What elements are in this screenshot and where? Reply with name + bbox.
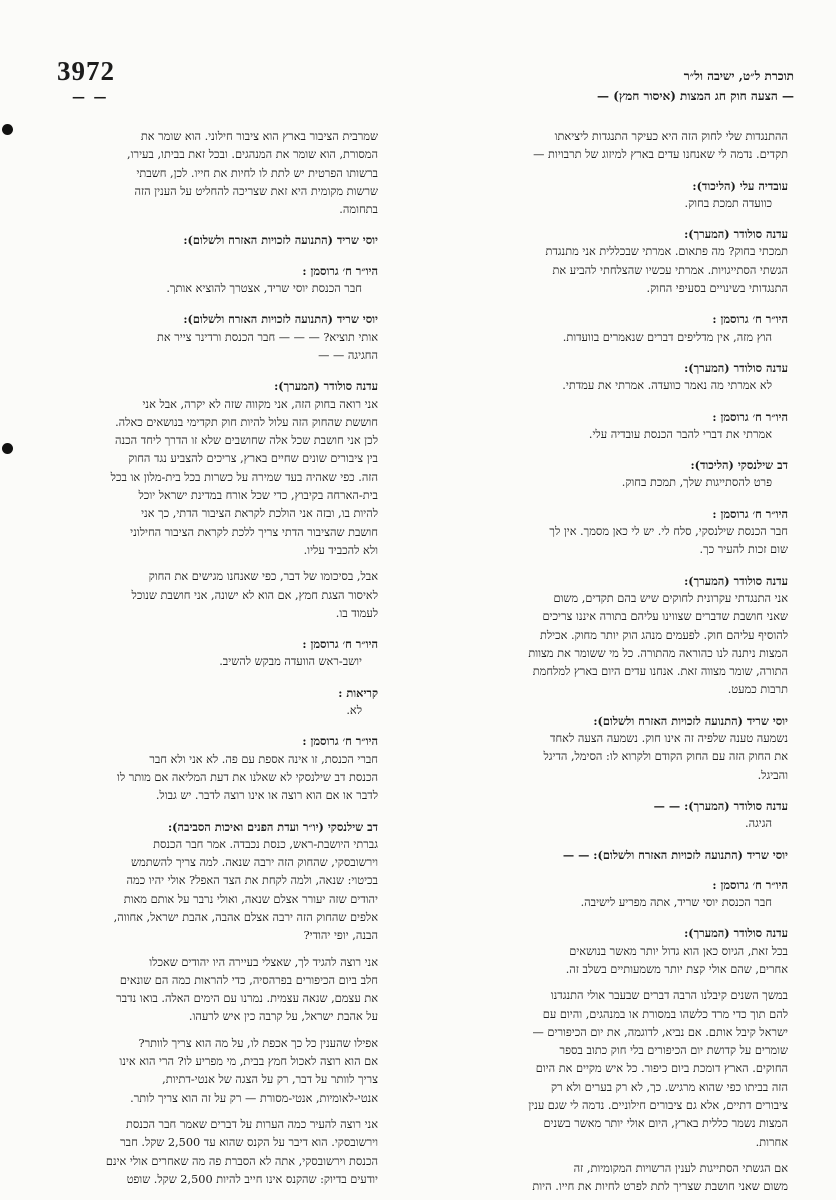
text-line: לכן אני חושבת שכל אלה שחושבים שלא זו הדרך ליחד הכנה [114, 434, 378, 448]
speaker-name: עדנה סולודר [733, 926, 788, 941]
text-line: שום זכות להעיר כך. [699, 543, 788, 557]
text-line: לדבר או אם הוא רוצה או אינו רוצה לדבר. יש גבול. [155, 789, 378, 803]
speaker-affiliation: (המערך): [684, 360, 730, 375]
text-line: פרט להסתייגות שלך, תמכת בחוק. [621, 476, 772, 490]
running-head [294, 66, 794, 106]
paragraph-gap [42, 1108, 378, 1116]
running-head-line2: — הצעה חוק חג המצות (איסור חמץ) — [597, 89, 794, 103]
speaker-affiliation: (התנועה לזכויות האזרח ולשלום): — — [562, 847, 743, 862]
text-line: בית-הארחה בקיבוץ, כדי שכל אורח במדינת ישראל יוכל [138, 489, 378, 503]
text-line: תרבות כמעט. [727, 683, 788, 697]
speaker-heading [452, 359, 788, 377]
speaker-affiliation: (המערך): [684, 227, 730, 242]
speaker-name: יוסי שריד [746, 713, 788, 728]
speaker-name: יוסי שריד [746, 847, 788, 862]
speaker-affiliation: (המערך): [274, 379, 320, 394]
paragraph-gap [42, 1027, 378, 1035]
right-text-column [452, 128, 788, 1197]
text-line: וירשובסקי. הוא דיבר על הקנס שהוא עד 2,500 שקל. חבר [120, 1136, 378, 1150]
speaker-affiliation: : [712, 409, 717, 424]
text-line: נשמעה טענה שלפיה זה אינו חוק. נשמעה הצעה לאחד [550, 732, 788, 746]
text-line: חברי הכנסת, זו אינה אספת עם פה. לא אני ולא חבר [149, 752, 378, 766]
speaker-heading [452, 876, 788, 894]
text-line: המצות נשמר כללית בארץ, היום אולי יותר מאשר בשנים [543, 1117, 788, 1131]
text-line: הזה בביתו כפי שהוא מרגיש. כך, לא רק בערים ולא רק [550, 1080, 788, 1094]
text-line: הכנסת דב שילנסקי לא שאלנו את דעת המליאה אם מותר לו [117, 770, 378, 784]
speaker-affiliation: : [302, 637, 307, 652]
speaker-name: קריאות [346, 685, 378, 700]
text-line: התנגדותי בשינויים בסעיפי החוק. [646, 282, 788, 296]
speaker-heading [452, 924, 788, 942]
text-line: הכנסת וירשובסקי, אתה לא הסברת פה מה שאחרים אולי אינם [105, 1154, 378, 1168]
text-line: אחרות. [755, 1135, 788, 1149]
speaker-heading [452, 505, 788, 523]
text-line: אני רוצה להעיר כמה הערות על דברים שאמר חבר הכנסת [125, 1117, 378, 1131]
text-line: יהודים שזה יעורר אצלם שנאה, ואולי נרבר על אותם מאות [123, 892, 378, 906]
speaker-name: עובדיה עלי [739, 178, 788, 193]
page-number-dashes: — — [72, 90, 109, 105]
text-line: צריך לוותר על דבר, רק על הצגה של אנטי-דתיות, [162, 1073, 378, 1087]
text-line: חבר הכנסת שילנסקי, סלח לי. יש לי כאן מסמך. אין לך [549, 525, 788, 539]
speaker-heading [452, 177, 788, 195]
speaker-heading [42, 377, 378, 395]
text-line: חבר הכנסת יוסי שריד, אתה מפריע לישיבה. [580, 896, 772, 910]
speaker-heading [42, 310, 378, 328]
speaker-affiliation: (הליכוד): [692, 178, 736, 193]
speaker-name: דב שילנסקי [327, 819, 378, 834]
speaker-name: עדנה סולודר [733, 227, 788, 242]
text-line: המצות ניתנה לנו כהוראה מהתורה. כל מי ששומר את מצוות [528, 646, 788, 660]
speaker-heading [42, 262, 378, 280]
text-line: אבל, בסיכומו של דבר, כפי שאנחנו מגישים את החוק [148, 570, 378, 584]
speaker-heading [42, 231, 378, 249]
text-line: בכיטוי: שנאה, ולמה לקחת את הצד האפל? אולי יהיו כמה [126, 874, 378, 888]
text-line: לא. [346, 704, 362, 718]
text-line: וירשובסקי, שהחוק הזה ירבה שנאה. למה צריך להשתמש [131, 856, 378, 870]
text-line: ההתנגדות שלי לחוק הזה היא כעיקר התנגדות ליציאתו [554, 130, 788, 143]
speaker-name: עדנה סולודר [323, 379, 378, 394]
speaker-affiliation: (המערך): [684, 926, 730, 941]
text-line: שרשות מקומית היא זאת שצריכה להחליט על הענין הזה [134, 184, 378, 198]
text-line: משום שאני חושבת שצריך לתת לפרט לחיות את חייו. היות [532, 1180, 788, 1194]
text-line: על אהבת ישראל, על קרבה כין איש לרעהו. [188, 1010, 378, 1024]
text-line: בכל זאת, הגיוס כאן הוא גדול יותר מאשר בנושאים [569, 944, 788, 958]
text-line: הזה. כפי שאהיה בעד שמירה על כשרות בכל בית-מלון או בכל [110, 470, 378, 484]
text-line: הגשתי הסתייגויות. אמרתי עכשיו שהצלחתי להביע את [552, 263, 788, 277]
text-line: שמרבית הציבור בארץ הוא ציבור חילוני. הוא שומר את [140, 130, 378, 143]
speaker-heading [42, 684, 378, 702]
text-line: ברשותו הפרטית יש לתת לו לחיות את חייו. לכן, חשבתי [136, 166, 378, 180]
text-line: כוועדה תמכת בחוק. [684, 196, 772, 210]
text-line: הגיגה. [744, 817, 772, 831]
punch-hole-mark [2, 124, 13, 135]
text-line: שאני חושבת שדברים שצווינו עליהם בתורה איננו צריכים [542, 610, 788, 624]
speaker-affiliation: (המערך): — — [653, 798, 730, 813]
speaker-name: דב שילנסקי [737, 458, 788, 473]
paragraph-gap [452, 979, 788, 987]
text-line: אפילו שהענין כל כך אכפת לו, על מה הוא צריך לוותר? [138, 1036, 378, 1050]
speaker-heading [42, 635, 378, 653]
speaker-affiliation: : [302, 263, 307, 278]
punch-hole-mark [2, 443, 13, 454]
text-line: אם הגשתי הסתייגות לענין הרשויות המקומיות, זה [573, 1161, 788, 1175]
text-line: בתחומה. [339, 203, 378, 217]
speaker-affiliation: : [302, 734, 307, 749]
text-line: לאיסור הצגת חמץ, אם הוא לא ישונה, אני חושבת שנוכל [131, 588, 378, 602]
speaker-affiliation: (יו״ר ועדת הפנים ואיכות הסביבה): [167, 819, 324, 834]
speaker-affiliation: : [712, 506, 717, 521]
speaker-heading [452, 572, 788, 590]
paragraph-gap [42, 560, 378, 568]
text-line: חבר הכנסת יוסי שריד, אצטרך להוציא אותך. [166, 282, 362, 296]
text-line: והביגל. [757, 768, 788, 782]
text-line: אותי תוציא? — — — חבר הכנסת ורדינר צייר את [156, 330, 378, 344]
text-line: אני התנגדתי עקרונית לחוקים שיש בהם תקדים, משום [553, 591, 788, 605]
text-line: אם הוא רוצה לאכול חמץ בבית, מי מפריע לו? הרי הוא אינו [119, 1055, 378, 1069]
text-line: לא אמרתי מה נאמר כוועדה. אמרתי את עמדתי. [562, 379, 772, 393]
text-line: ציבורים דתיים, אלא גם ציבורים חילוניים. נדמה לי שגם ענין [528, 1099, 788, 1113]
speaker-heading [452, 712, 788, 730]
text-line: אני רואה בחוק הזה, אני מקווה שזה לא יקרה, אבל אני [142, 397, 378, 411]
text-line: התורה, שומר מצווה זאת. אנחנו עדים היום בארץ למלחמת [532, 665, 788, 679]
speaker-name: היו״ר ח׳ גרוסמן [720, 506, 788, 521]
speaker-heading [452, 846, 788, 864]
page-number: 3972 [57, 56, 115, 86]
text-line: המסורת, הוא שומר את המנהגים. ובכל זאת בביתו, בעירו, [127, 148, 378, 162]
speaker-affiliation: (המערך): [684, 573, 730, 588]
speaker-heading [452, 797, 788, 815]
text-line: אני רוצה להגיד לך, שאצלי בעיירה היו יהודים שאכלו [149, 955, 378, 969]
speaker-name: היו״ר ח׳ גרוסמן [720, 312, 788, 327]
text-line: שומרים על קדושת יום הכיפורים בלי חוק כתוב בספר [559, 1044, 788, 1058]
paragraph-gap [452, 1152, 788, 1160]
speaker-affiliation: : [712, 877, 717, 892]
speaker-name: יוסי שריד [336, 233, 378, 248]
speaker-name: היו״ר ח׳ גרוסמן [720, 877, 788, 892]
speaker-name: היו״ר ח׳ גרוסמן [310, 734, 378, 749]
text-line: תקדים. נדמה לי שאנחנו עדים בארץ למיזוג של תרבויות — [533, 148, 788, 162]
speaker-name: עדנה סולודר [733, 573, 788, 588]
paragraph-gap [42, 946, 378, 954]
text-line: הבנה, יופי יהודי? [303, 929, 378, 943]
text-line: ישראל קיבל אותם. אם נביא, לדוגמה, את יום הכיפורים — [532, 1025, 788, 1039]
speaker-affiliation: : [712, 312, 717, 327]
text-line: את עצמם, שנאה עצמית. נמרנו עם הימים האלה. בואו נדבר [116, 992, 378, 1006]
text-line: להם תוך כדי מרד כלשהו במסורת או במנהגים, והיום עם [542, 1007, 788, 1021]
text-line: אחרים, שהם אולי קצת יותר משמעותיים בשלב זה. [565, 962, 788, 976]
text-line: הוץ מזה, אין מדליפים דברים שנאמרים בוועדות. [562, 330, 772, 344]
speaker-name: עדנה סולודר [733, 798, 788, 813]
speaker-affiliation: : [338, 685, 343, 700]
speaker-name: יוסי שריד [336, 312, 378, 327]
speaker-affiliation: (התנועה לזכויות האזרח ולשלום): [183, 233, 333, 248]
text-line: אלפים שהחוק הזה ירבה אצלם אהבה, אהבת ישראל, אחווה, [113, 910, 378, 924]
running-head-line1: תוכרת ל״ט, ישיבה ול״ר [683, 69, 794, 83]
text-line: בין ציבורים שונים שחיים בארץ, צריכים להצביע נגד החוק [128, 452, 378, 466]
text-line: אמרתי את דברי להבר הכנסת עובדיה עלי. [588, 427, 772, 441]
speaker-affiliation: (התנועה לזכויות האזרח ולשלום): [593, 713, 743, 728]
text-line: במשך השנים קיבלנו הרבה דברים שבעבר אולי התנגדנו [550, 989, 788, 1003]
text-line: יודעים בדיוק: שהקנס אינו חייב להיות 2,500 שקל. שופט [126, 1172, 378, 1186]
speaker-heading [452, 225, 788, 243]
text-line: החוקים. הארץ דומכת ביום כיפור. כל איש מקיים את היום [535, 1062, 788, 1076]
speaker-name: עדנה סולודר [733, 360, 788, 375]
speaker-name: היו״ר ח׳ גרוסמן [310, 263, 378, 278]
speaker-affiliation: (התנועה לזכויות האזרח ולשלום): [183, 312, 333, 327]
text-line: לעמוד בו. [335, 606, 378, 620]
speaker-heading [42, 732, 378, 750]
text-line: חלב ביום הכיפורים בפרהסיה, כדי להראות כמה הם שונאים [119, 973, 378, 987]
text-line: גברתי היושבת-ראש, כנסת נכבדה. אמר חבר הכנסת [153, 837, 378, 851]
text-line: חוששת שהחוק הזה עלול להיות חוק תקדימי בנושאים כאלה. [115, 415, 378, 429]
text-line: אנטי-לאומיות, אנטי-מסורת — רק על זה הוא צריך לותר. [130, 1091, 378, 1105]
speaker-name: היו״ר ח׳ גרוסמן [310, 637, 378, 652]
speaker-heading [452, 408, 788, 426]
speaker-name: היו״ר ח׳ גרוסמן [720, 409, 788, 424]
text-line: חושבת שהציבור הדתי צריך ללכת לקראת הציבור החילוני [130, 525, 378, 539]
speaker-heading [452, 456, 788, 474]
text-line: ולא להכביד עליו. [303, 543, 378, 557]
text-line: יושב-ראש הוועדה מבקש להשיב. [219, 655, 362, 669]
text-line: את החוק הזה עם החוק הקודם ולקרוא לו: הסימל, הדיגל [543, 750, 788, 764]
text-line: להיות בו, ובזה אני הולכת לקראת הציבור הדתי, כך אני [141, 507, 378, 521]
speaker-heading [452, 310, 788, 328]
left-text-column [42, 128, 378, 1189]
text-line: תמכתי בחוק? מה פתאום. אמרתי שבכללית אני מתנגדת [545, 245, 788, 259]
text-line: החגיגה — — [318, 348, 378, 362]
text-line: להוסיף עליהם חוק. לפעמים מנהג הוק יותר מחוק. אכילת [539, 628, 788, 642]
speaker-affiliation: (הליכוד): [690, 458, 734, 473]
speaker-heading [42, 818, 378, 836]
